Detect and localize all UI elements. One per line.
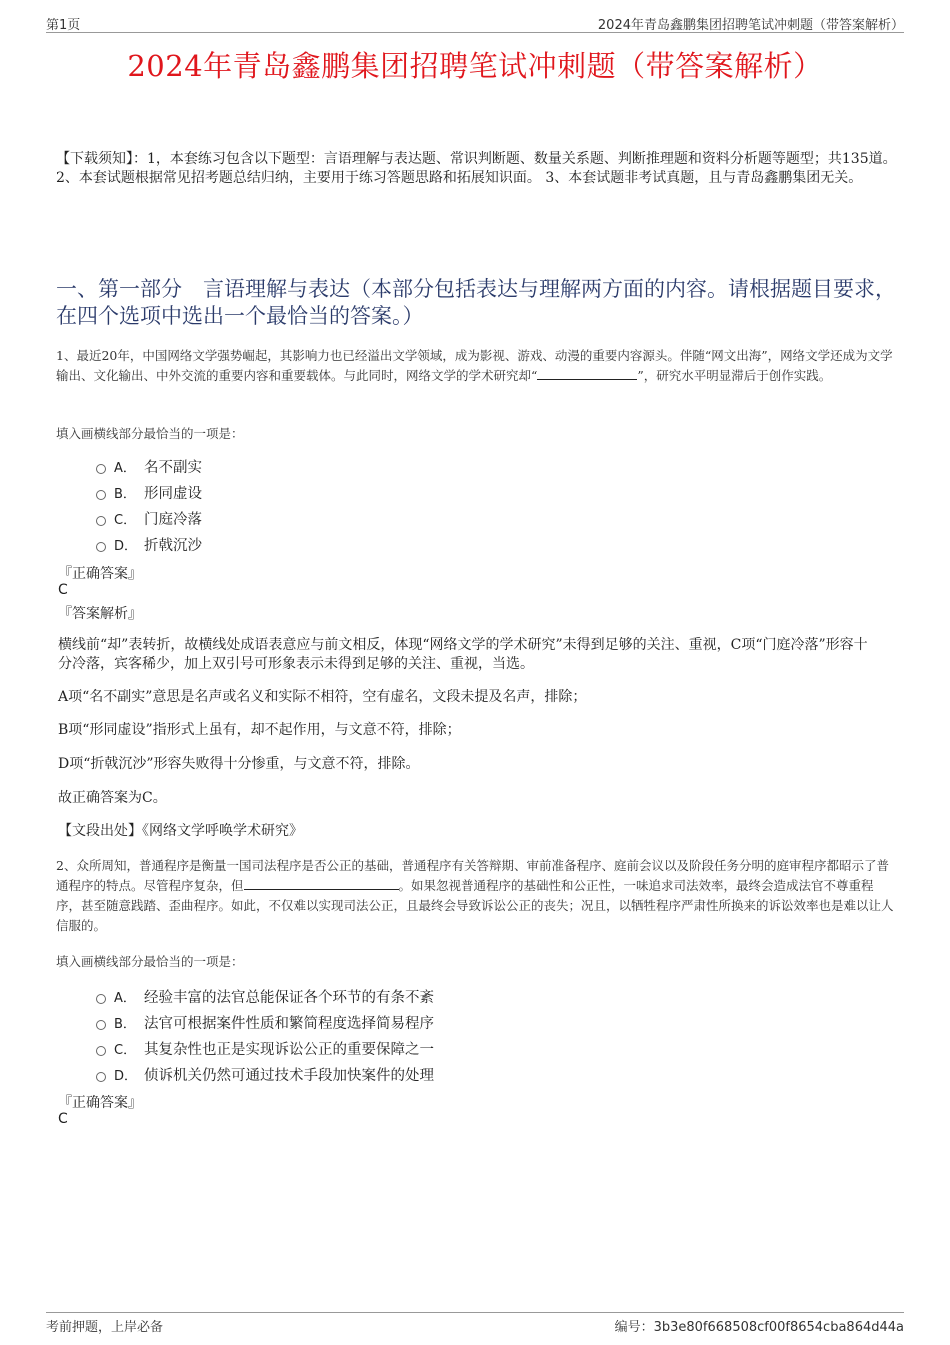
page-header xyxy=(46,14,904,33)
q1-option-b[interactable]: B． 形同虚设 xyxy=(96,482,202,502)
download-notice: 【下载须知】：1，本套练习包含以下题型：言语理解与表达题、常识判断题、数量关系题、判断推理题和资料分析题等题型；共135道。 2、本套试题根据常见招考题总结归纳，主要用于练习答题思路和拓展知识面。 3、本套试题非考试真题，且与青岛鑫鹏集团无关。 xyxy=(56,151,897,186)
q2-option-a[interactable]: A． 经验丰富的法官总能保证各个环节的有条不紊 xyxy=(96,986,434,1006)
q1-analysis-para-5: 故正确答案为C。 xyxy=(58,790,167,806)
page-number: 第1页 xyxy=(46,18,81,33)
q1-option-d[interactable]: D． 折戟沉沙 xyxy=(96,534,202,554)
footer-doc-id: 编号：3b3e80f668508cf00f8654cba864d44a xyxy=(614,1320,904,1335)
radio-icon[interactable] xyxy=(96,464,106,474)
radio-icon[interactable] xyxy=(96,1072,106,1082)
footer-slogan: 考前押题，上岸必备 xyxy=(46,1320,164,1335)
radio-icon[interactable] xyxy=(96,490,106,500)
q1-analysis-para-3: B项“形同虚设”指形式上虽有，却不起作用，与文意不符，排除； xyxy=(58,722,461,738)
q1-analysis-para-2: A项“名不副实”意思是名声或名义和实际不相符，空有虚名，文段未提及名声，排除； xyxy=(58,689,587,705)
radio-icon[interactable] xyxy=(96,516,106,526)
radio-icon[interactable] xyxy=(96,994,106,1004)
page-title: 2024年青岛鑫鹏集团招聘笔试冲刺题（带答案解析） xyxy=(127,49,823,83)
question-1-prompt: 填入画横线部分最恰当的一项是： xyxy=(56,426,244,441)
q1-analysis-para-4: D项“折戟沉沙”形容失败得十分惨重，与文意不符，排除。 xyxy=(58,756,420,772)
header-doc-title: 2024年青岛鑫鹏集团招聘笔试冲刺题（带答案解析） xyxy=(597,18,904,33)
answer-blank xyxy=(244,877,399,890)
q1-analysis-para-1: 横线前“却”表转折，故横线处成语表意应与前文相反，体现“网络文学的学术研究”未得到足够的关注、重视，C项“门庭冷落”形容十分冷落，宾客稀少，加上双引号可形象表示未得到足够的关注、重视，当选。 xyxy=(58,637,868,672)
q2-option-b[interactable]: B． 法官可根据案件性质和繁简程度选择简易程序 xyxy=(96,1012,434,1032)
answer-blank xyxy=(537,367,637,380)
radio-icon[interactable] xyxy=(96,1020,106,1030)
q1-option-c[interactable]: C． 门庭冷落 xyxy=(96,508,202,528)
page-footer xyxy=(46,1312,904,1333)
question-2-prompt: 填入画横线部分最恰当的一项是： xyxy=(56,954,244,969)
q2-answer-label: 『正确答案』 xyxy=(58,1095,142,1111)
radio-icon[interactable] xyxy=(96,542,106,552)
q2-option-d[interactable]: D． 侦诉机关仍然可通过技术手段加快案件的处理 xyxy=(96,1064,434,1084)
section-heading: 一、第一部分 言语理解与表达（本部分包括表达与理解两方面的内容。请根据题目要求，在四个选项中选出一个最恰当的答案。） xyxy=(56,277,896,328)
q1-answer: C xyxy=(58,582,68,598)
q1-source: 【文段出处】《网络文学呼唤学术研究》 xyxy=(58,823,303,839)
q2-answer: C xyxy=(58,1111,68,1127)
q1-analysis-label: 『答案解析』 xyxy=(58,606,142,622)
radio-icon[interactable] xyxy=(96,1046,106,1056)
q2-option-c[interactable]: C． 其复杂性也正是实现诉讼公正的重要保障之一 xyxy=(96,1038,434,1058)
q1-answer-label: 『正确答案』 xyxy=(58,566,142,582)
question-1-text: 1、最近20年，中国网络文学强势崛起，其影响力也已经溢出文学领域，成为影视、游戏、动漫的重要内容源头。伴随“网文出海”，网络文学还成为文学输出、文化输出、中外交流的重要内容和重要载体。与此同时，网络文学的学术研究却“ ”，研究水平明显滞后于创作实践。 xyxy=(56,348,893,383)
q1-option-a[interactable]: A． 名不副实 xyxy=(96,456,202,476)
question-2-text: 2、众所周知，普通程序是衡量一国司法程序是否公正的基础，普通程序有关答辩期、审前准备程序、庭前会议以及阶段任务分明的庭审程序都昭示了普通程序的特点。尽管程序复杂，但 。如果忽视普通程序的基础性和公正性，一味追求司法效率，最终会造成法官不尊重程序，甚至随意践踏、歪曲程序。如此，不仅难以实现司法公正，且最终会导致诉讼公正的丧失；况且，以牺牲程序严肃性所换来的诉讼效率也是难以让人信服的。 xyxy=(56,858,894,933)
